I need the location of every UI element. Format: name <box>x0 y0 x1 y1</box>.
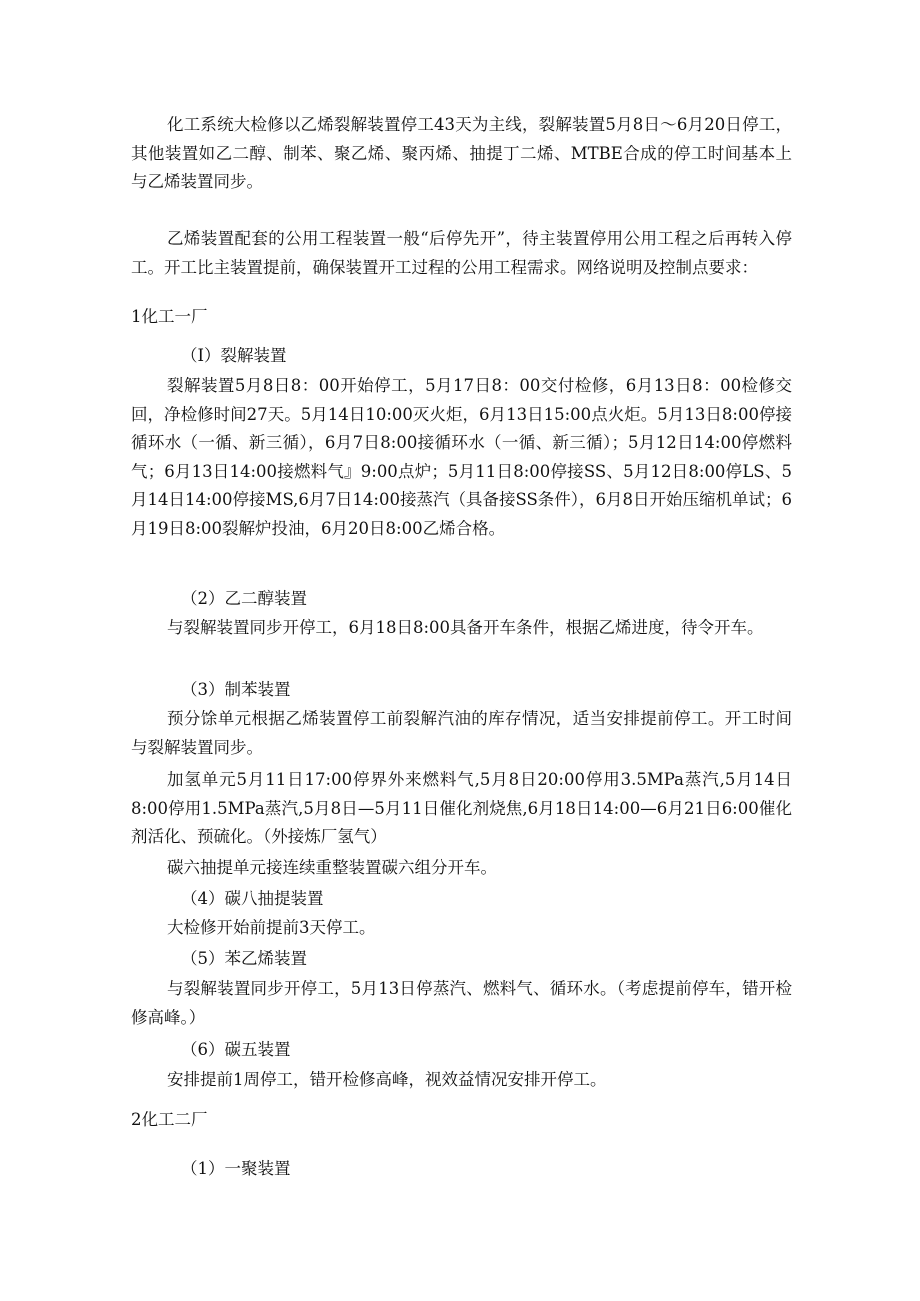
paragraph-glycol: 与裂解装置同步开停工，6月18日8:00具备开车条件，根据乙烯进度，待令开车。 <box>167 618 764 637</box>
paragraph-cracking-schedule: 裂解装置5月8日8：00开始停工，5月17日8：00交付检修，6月13日8：00检修交回，净检修时间27天。5月14日10:00灭火炬，6月13日15:00点火炬。5月13日8:00停接循环水（一循、新三循），6月7日8:00接循环水（一循、新三循）；5月12日14:00停燃料气；6月13日14:00接燃料气』9:00点炉；5月11日8:00停接SS、5月12日8:00停LS、5月14日14:00停接MS,6月7日14:00接蒸汽（具备接SS条件），6月8日开始压缩机单试；6月19日8:00裂解炉投油，6月20日8:00乙烯合格。 <box>131 376 793 538</box>
subsection-heading-cracking: （I）裂解装置 <box>181 346 287 365</box>
subsection-heading-glycol: （2）乙二醇装置 <box>181 589 307 608</box>
paragraph-benzene-prefractionation: 预分馀单元根据乙烯装置停工前裂解汽油的库存情况，适当安排提前停工。开工时间与裂解装置同步。 <box>131 709 792 757</box>
section-heading-plant-1: 1化工一厂 <box>131 307 208 326</box>
subsection-heading-polyethylene-1: （1）一聚装置 <box>181 1159 291 1178</box>
subsection-heading-benzene: （3）制苯装置 <box>181 680 291 699</box>
paragraph-overview: 化工系统大检修以乙烯裂解装置停工43天为主线，裂解装置5月8日～6月20日停工，其他装置如乙二醇、制苯、聚乙烯、聚丙烯、抽提丁二烯、MTBE合成的停工时间基本上与乙烯装置同步。 <box>131 115 792 191</box>
subsection-heading-c8: （4）碳八抽提装置 <box>181 889 324 908</box>
subsection-heading-c5: （6）碳五装置 <box>181 1040 291 1059</box>
paragraph-c5: 安排提前1周停工，错开检修高峰，视效益情况安排开停工。 <box>167 1070 607 1089</box>
paragraph-benzene-hydrogenation: 加氢单元5月11日17:00停界外来燃料气,5月8日20:00停用3.5MPa蒸汽,5月14日8:00停用1.5MPa蒸汽,5月8日—5月11日催化剂烧焦,6月18日14:00—6月21日6:00催化剂活化、预硫化。（外接炼厂氢气） <box>131 770 792 846</box>
section-heading-plant-2: 2化工二厂 <box>131 1110 208 1129</box>
paragraph-c8: 大检修开始前提前3天停工。 <box>167 918 376 937</box>
paragraph-styrene: 与裂解装置同步开停工，5月13日停蒸汽、燃料气、循环水。（考虑提前停车，错开检修高峰。） <box>131 979 792 1027</box>
paragraph-utilities: 乙烯装置配套的公用工程装置一般“后停先开”，待主装置停用公用工程之后再转入停工。开工比主装置提前，确保装置开工过程的公用工程需求。网络说明及控制点要求： <box>131 229 792 277</box>
paragraph-c6-extraction: 碳六抽提单元接连续重整装置碳六组分开车。 <box>167 858 497 877</box>
subsection-heading-styrene: （5）苯乙烯装置 <box>181 949 307 968</box>
